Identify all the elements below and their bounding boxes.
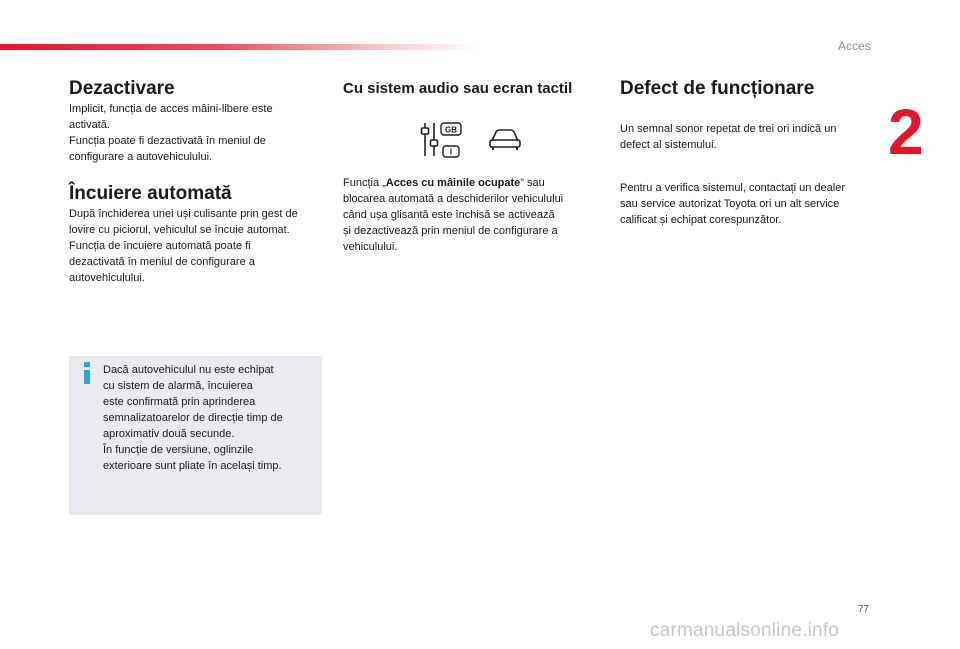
autolock-line: După închiderea unei uși culisante prin gest de	[69, 208, 298, 220]
audio-paragraph	[343, 175, 593, 255]
info-line: semnalizatoarelor de direcție timp de	[103, 412, 283, 424]
autolock-paragraph	[69, 206, 327, 286]
deactivate-line: Funcția poate fi dezactivată în meniul de	[69, 135, 266, 147]
feature-name: Acces cu mâinile ocupate	[385, 177, 521, 189]
info-text	[103, 362, 315, 474]
malfunction-line: Un semnal sonor repetat de trei ori indică un	[620, 123, 837, 135]
audio-line: și dezactivează prin meniul de configurare a	[343, 225, 558, 237]
audio-line	[343, 175, 593, 191]
autolock-line: Funcția de încuiere automată poate fi	[69, 240, 251, 252]
deactivate-line: activată.	[69, 119, 110, 131]
info-line: este confirmată prin aprinderea	[103, 396, 256, 408]
malfunction-line: Pentru a verifica sistemul, contactați un dealer	[620, 182, 846, 194]
autolock-title: Încuiere automată	[69, 183, 232, 204]
info-line: Dacă autovehiculul nu este echipat	[103, 364, 274, 376]
deactivate-line: Implicit, funcția de acces mâini-libere este	[69, 103, 273, 115]
autolock-line: autovehiculului.	[69, 272, 145, 284]
audio-line: vehiculului.	[343, 241, 398, 253]
watermark: carmanualsonline.info	[650, 620, 840, 641]
malfunction-line: calificat și echipat corespunzător.	[620, 214, 782, 226]
chapter-number: 2	[888, 96, 924, 168]
autolock-line: lovire cu piciorul, vehiculul se încuie automat.	[69, 224, 290, 236]
malfunction-line: defect al sistemului.	[620, 139, 717, 151]
audio-line-suffix: ” sau	[520, 177, 545, 189]
malfunction-line: sau service autorizat Toyota ori un alt service	[620, 198, 840, 210]
page-number: 77	[858, 604, 870, 615]
autolock-line: dezactivată în meniul de configurare a	[69, 256, 255, 268]
deactivate-line: configurare a autovehiculului.	[69, 151, 213, 163]
audio-line: când ușa glisantă este închisă se activează	[343, 209, 555, 221]
malfunction-title: Defect de funcționare	[620, 78, 815, 99]
vehicle-icon	[488, 126, 522, 150]
section-label: Acces	[838, 39, 871, 53]
info-icon	[78, 362, 96, 384]
header-accent-bar	[0, 44, 480, 50]
audio-section-title: Cu sistem audio sau ecran tactil	[343, 80, 573, 97]
audio-line: blocarea automată a deschiderilor vehiculului	[343, 193, 564, 205]
info-line: În funcție de versiune, oglinzile	[103, 444, 254, 456]
malfunction-paragraph-2	[620, 180, 880, 228]
info-line: cu sistem de alarmă, încuierea	[103, 380, 253, 392]
info-box	[69, 356, 322, 515]
info-badge-label: I	[449, 147, 453, 157]
malfunction-paragraph-1	[620, 121, 880, 153]
deactivate-title: Dezactivare	[69, 78, 175, 99]
info-line: exterioare sunt pliate în același timp.	[103, 460, 282, 472]
language-badge-label: GB	[445, 125, 457, 135]
audio-line-prefix: Funcția „	[343, 177, 386, 189]
deactivate-paragraph	[69, 101, 327, 165]
info-line: aproximativ două secunde.	[103, 428, 235, 440]
settings-sliders-icon	[420, 120, 464, 160]
